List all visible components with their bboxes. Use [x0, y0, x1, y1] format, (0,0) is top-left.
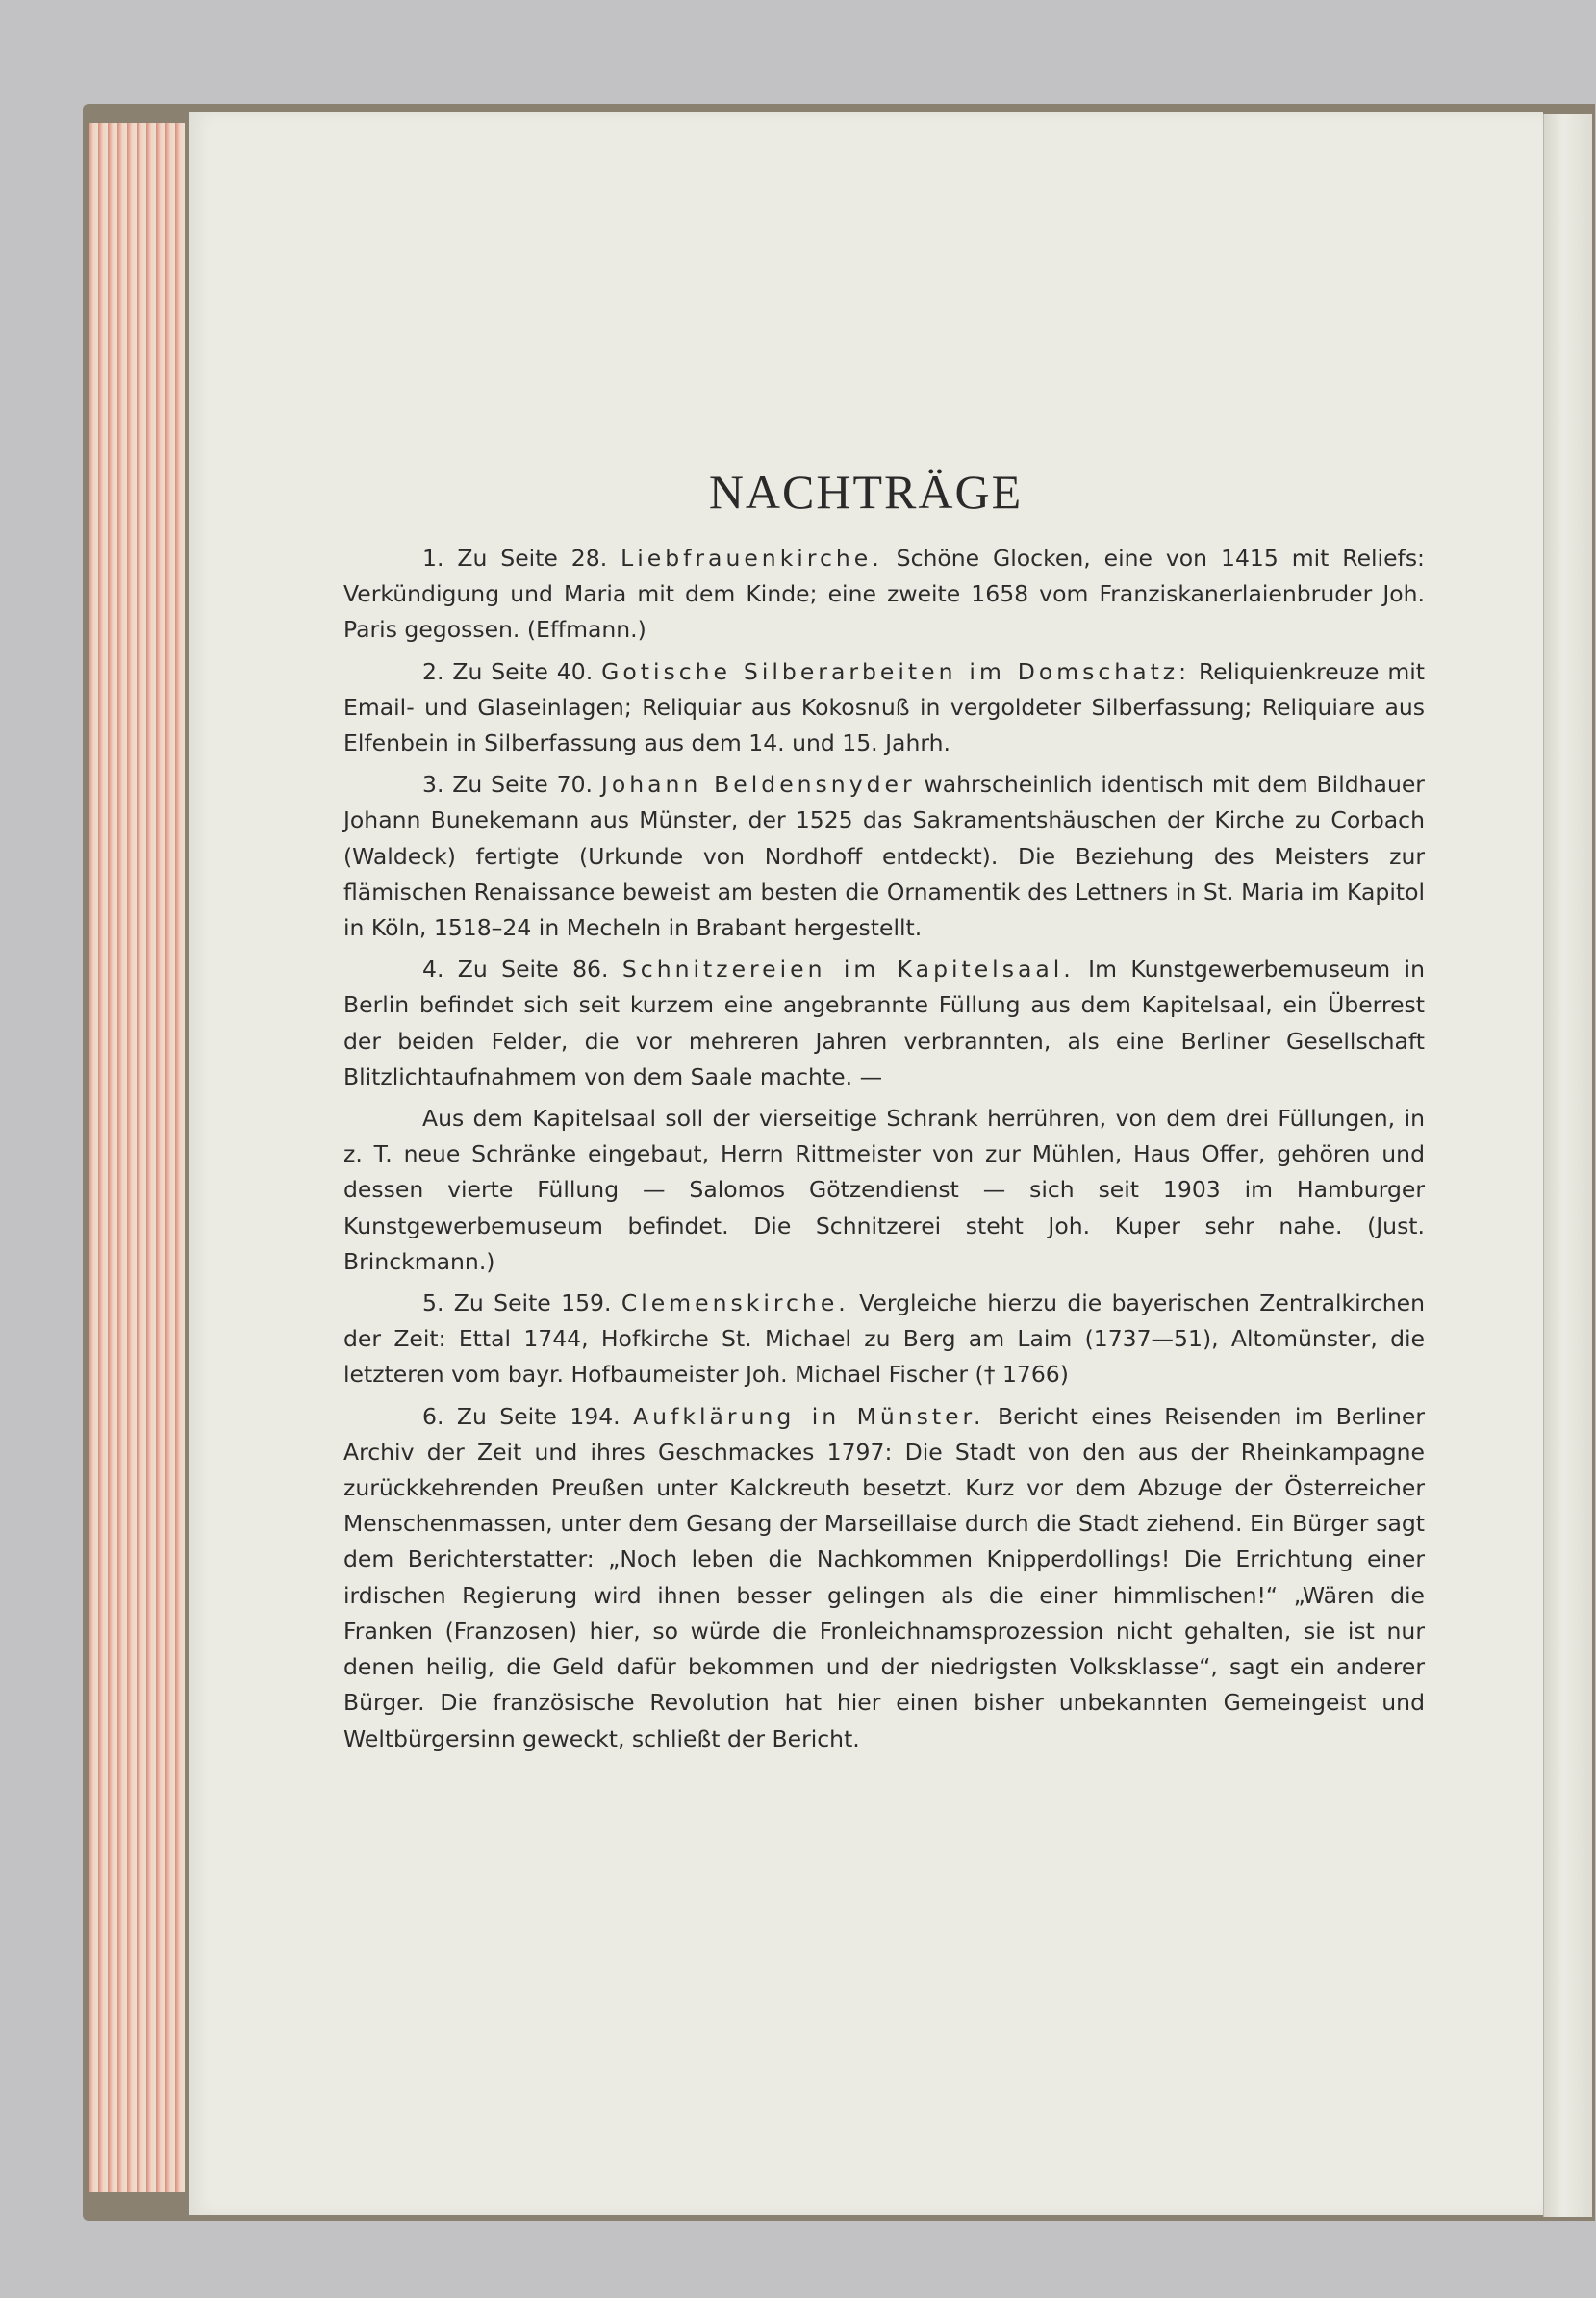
page-edges: [89, 123, 204, 2192]
page-title: NACHTRÄGE: [708, 465, 1024, 519]
paragraph: 3. Zu Seite 70. Johann Beldensnyder wahrscheinlich identisch mit dem Bildhauer Johann Bunekemann aus Münster, der 1525 das Sakramentshäuschen der Kirche zu Corbach (Waldeck) fertigte (Urkunde von Nordhoff entdeckt). Die Beziehung des Meisters zur flämischen Renaissance beweist am besten die Ornamentik des Lettners in St. Maria im Kapitol in Köln, 1518–24 in Mecheln in Brabant hergestellt.: [343, 771, 1425, 942]
facing-page-edge: [1543, 114, 1592, 2217]
paragraph: 6. Zu Seite 194. Aufklärung in Münster. Bericht eines Reisenden im Berliner Archiv der Zeit und ihres Geschmackes 1797: Die Stadt von den aus der Rheinkampagne zurückkehrenden Preußen unter Kalckreuth besetzt. Kurz vor dem Abzuge der Österreicher Menschenmassen, unter dem Gesang der Marseillaise durch die Stadt ziehend. Ein Bürger sagt dem Berichterstatter: „Noch leben die Nachkommen Knipperdollings! Die Errichtung einer irdischen Regierung wird ihnen besser gelingen als die einer himmlischen!“ „Wären die Franken (Franzosen) hier, so würde die Fronleichnamsprozession nicht gehalten, sie ist nur denen heilig, die Geld dafür bekommen und der niedrigsten Volksklasse“, sagt ein anderer Bürger. Die französische Revolution hat hier einen bisher unbekannten Gemeingeist und Weltbürgersinn geweckt, schließt der Bericht.: [343, 1402, 1425, 1752]
paragraph: 5. Zu Seite 159. Clemenskirche. Vergleiche hierzu die bayerischen Zentralkirchen der Zeit: Ettal 1744, Hofkirche St. Michael zu Berg am Laim (1737—51), Altomünster, die letzteren vom bayr. Hofbaumeister Joh. Michael Fischer († 1766): [343, 1289, 1425, 1389]
paragraph: Aus dem Kapitelsaal soll der vierseitige Schrank herrühren, von dem drei Füllungen, in z. T. neue Schränke eingebaut, Herrn Rittmeister von zur Mühlen, Haus Offer, gehören und dessen vierte Füllung — Salomos Götzendienst — sich seit 1903 im Hamburger Kunstgewerbemuseum befindet. Die Schnitzerei steht Joh. Kuper sehr nahe. (Just. Brinckmann.): [343, 1105, 1425, 1275]
paragraph: 4. Zu Seite 86. Schnitzereien im Kapitelsaal. Im Kunstgewerbemuseum in Berlin befindet sich seit kurzem eine angebrannte Füllung aus dem Kapitelsaal, ein Überrest der beiden Felder, die vor mehreren Jahren verbrannten, als eine Berliner Gesellschaft Blitzlichtaufnahmem von dem Saale machte. —: [343, 956, 1425, 1090]
paragraph: 2. Zu Seite 40. Gotische Silberarbeiten im Domschatz: Reliquienkreuze mit Email- und Glaseinlagen; Reliquiar aus Kokosnuß in vergoldeter Silberfassung; Reliquiare aus Elfenbein in Silberfassung aus dem 14. und 15. Jahrh.: [343, 657, 1425, 757]
paragraph: 1. Zu Seite 28. Liebfrauenkirche. Schöne Glocken, eine von 1415 mit Reliefs: Verkündigung und Maria mit dem Kinde; eine zweite 1658 vom Franziskanerlaienbruder Joh. Paris gegossen. (Effmann.): [343, 545, 1425, 644]
addenda-text: [343, 541, 1425, 1763]
